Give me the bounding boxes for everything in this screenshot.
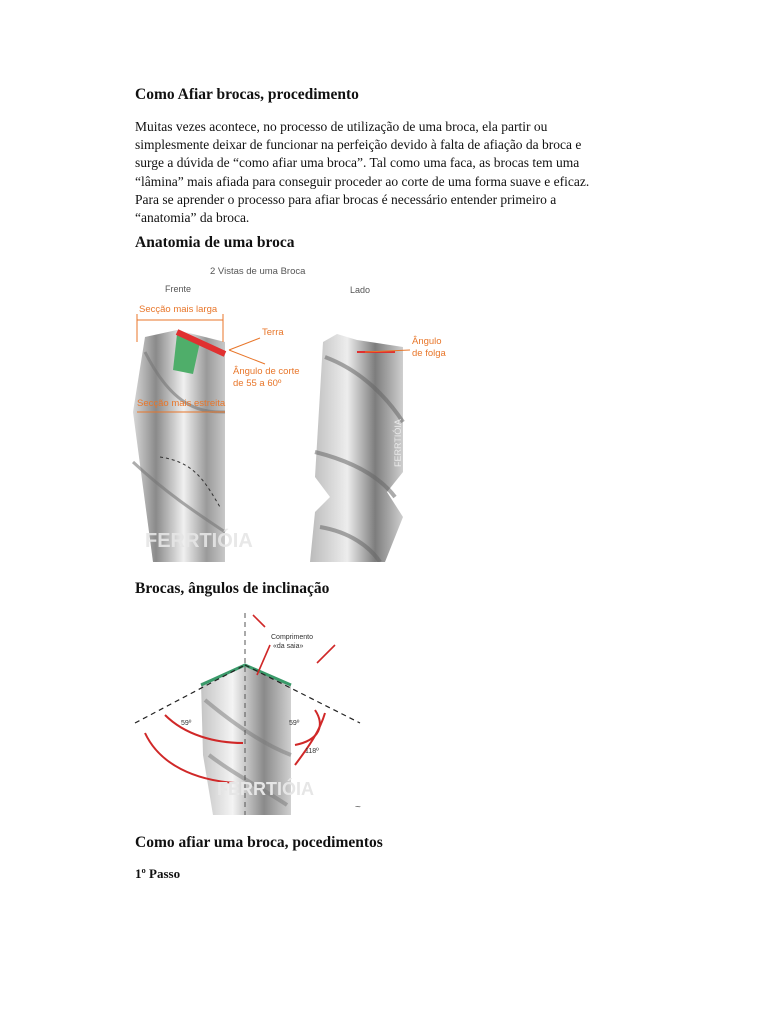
intro-line: simplesmente deixar de funcionar na perfeição devido à falta de afiação da broca e <box>135 137 582 153</box>
clearance-angle-label-1: Ângulo <box>412 336 442 347</box>
right-angle-arc <box>295 710 320 745</box>
drill-angles-figure <box>125 605 370 815</box>
intro-line: “anatomia” da broca. <box>135 210 250 226</box>
section-heading-anatomy: Anatomia de uma broca <box>135 234 295 251</box>
drill-anatomy-figure <box>125 262 465 562</box>
length-label-2: «da saia» <box>273 643 304 650</box>
intro-line: Muitas vezes acontece, no processo de utilização de uma broca, ela partir ou <box>135 119 548 134</box>
step-1-label: 1º Passo <box>135 866 181 881</box>
right-angle-value: 59º <box>289 720 300 727</box>
watermark: FERRTIÓIA <box>145 530 253 552</box>
front-view-label: Frente <box>165 284 192 294</box>
figure-caption: 2 Vistas de uma Broca <box>210 266 306 277</box>
intro-paragraph <box>135 118 625 227</box>
intro-line: surge a dúvida de “como afiar uma broca”. Tal como uma faca, as brocas tem uma <box>135 155 580 171</box>
watermark-side: FERRTIÓIA <box>393 419 403 467</box>
cutting-angle-label-1: Ângulo de corte <box>233 366 300 377</box>
drill-side-view <box>310 334 403 562</box>
widest-section-label: Secção mais larga <box>139 304 218 315</box>
cutting-angle-label-2: de 55 a 60º <box>233 378 282 389</box>
clearance-angle-label-2: de folga <box>412 348 446 359</box>
land-label: Terra <box>262 327 284 338</box>
intro-line: Para se aprender o processo para afiar brocas é necessário entender primeiro a <box>135 191 557 207</box>
length-label-1: Comprimento <box>271 634 314 641</box>
intro-line: “lâmina” mais afiada para conseguir proceder ao corte de uma forma suave e eficaz. <box>135 173 590 189</box>
section-heading-angles: Brocas, ângulos de inclinação <box>135 580 330 597</box>
total-angle-value: 118º <box>305 748 319 755</box>
watermark: FERRTIÓIA <box>217 779 314 799</box>
left-angle-value: 59º <box>181 720 192 727</box>
page-title: Como Afiar brocas, procedimento <box>135 86 359 103</box>
section-heading-procedure: Como afiar uma broca, pocedimentos <box>135 834 383 851</box>
side-view-label: Lado <box>350 285 371 295</box>
tilde-mark: ~ <box>355 802 361 813</box>
drill-front-view <box>133 330 225 562</box>
narrowest-section-label: Secção mais estreita <box>137 398 226 409</box>
